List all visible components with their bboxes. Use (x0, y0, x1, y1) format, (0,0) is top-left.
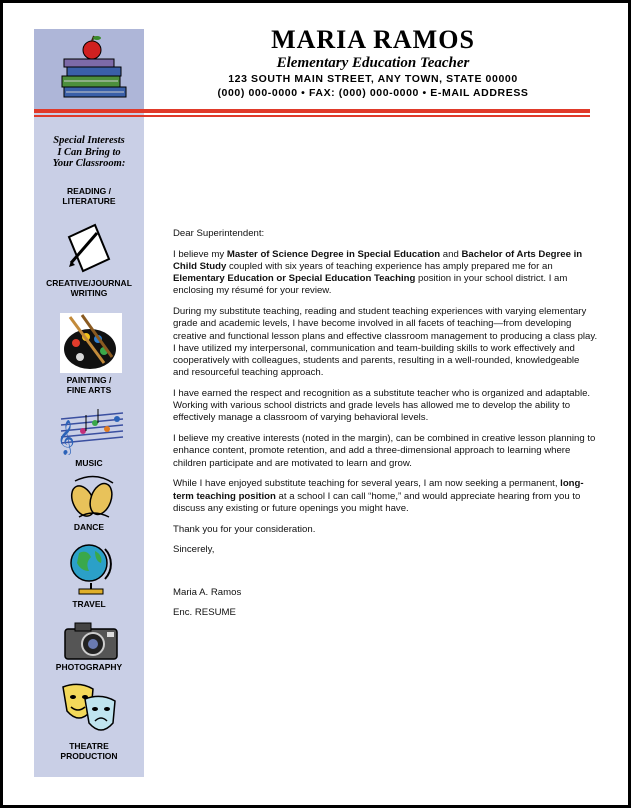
interests-heading-line1: Special Interests (53, 135, 125, 146)
paragraph-5 (173, 478, 598, 515)
p5-text: at a school I can call “home,” and would appreciate hearing from you to discuss any existing or future openings you might have. (173, 490, 581, 514)
interests-heading (36, 135, 142, 170)
paragraph-2: During my substitute teaching, reading and student teaching experiences with varying elementary grade and academic levels, I have become involved in all facets of teaching—from developing creative and functional lesson plans and effective classroom management to producing a class play. I have utilized my interpersonal, communication and team-building skills to work effectively and cooperatively with colleagues, students and parents, resulting in a well-rounded, knowledgeable and resourceful teaching approach. (173, 306, 598, 379)
interest-label-line2: LITERATURE (62, 196, 116, 206)
books-apple-icon (34, 29, 144, 113)
interest-dance-label (36, 522, 142, 532)
closing: Sincerely, (173, 544, 215, 556)
pen-paper-icon (61, 219, 115, 273)
letter-body (173, 228, 598, 628)
p1-text: and (440, 248, 462, 260)
p1-text: position in your school district. I am enclosing my résumé for your review. (173, 273, 568, 297)
interest-label-line1: PHOTOGRAPHY (55, 662, 123, 672)
interest-painting-label (36, 375, 142, 395)
interest-photography-label (36, 662, 142, 672)
p1-degree-ms: Master of Science Degree in Special Education (226, 248, 441, 260)
interest-label-line1: READING / (67, 186, 111, 196)
interest-travel-label (36, 599, 142, 609)
globe-icon (65, 541, 117, 597)
paragraph-4: I believe my creative interests (noted in the margin), can be combined in creative lesson planning to enhance content, promote retention, and add a three-dimensional approach to learning where children participate and are motivated to learn and grow. (173, 433, 596, 469)
interest-label-line1: TRAVEL (72, 599, 106, 609)
interest-label-line2: FINE ARTS (66, 385, 112, 395)
interest-label-line1: MUSIC (75, 458, 103, 468)
letterhead (153, 25, 593, 100)
theatre-masks-icon (59, 677, 125, 739)
logo-box (34, 29, 144, 113)
address-line: 123 SOUTH MAIN STREET, ANY TOWN, STATE 00000 (228, 73, 518, 85)
p1-position: Elementary Education or Special Education Teaching (173, 273, 416, 285)
interest-label-line1: THEATRE (69, 741, 109, 751)
salutation: Dear Superintendent: (173, 228, 265, 239)
header-rule (34, 109, 590, 113)
header-rule-thin (34, 115, 590, 117)
enclosure: Enc. RESUME (173, 607, 236, 619)
interest-label-line1: CREATIVE/JOURNAL (46, 278, 132, 288)
applicant-name: MARIA RAMOS (271, 25, 475, 54)
p1-text: coupled with six years of teaching experience has amply prepared me for an (226, 261, 553, 272)
interests-heading-line3: Your Classroom: (52, 158, 126, 169)
signature: Maria A. Ramos (173, 586, 242, 598)
interest-music-label (36, 458, 142, 468)
interests-heading-line2: I Can Bring to (57, 146, 121, 158)
camera-icon (63, 619, 119, 661)
p1-degree-ba: Bachelor of Arts Degree in Child Study (173, 248, 583, 272)
p5-position: long-term teaching position (173, 478, 584, 502)
interest-label-line2: PRODUCTION (60, 751, 118, 761)
interest-theatre-label (36, 741, 142, 761)
interest-label-line1: DANCE (73, 522, 105, 532)
ballet-shoes-icon (65, 473, 121, 521)
palette-icon-box (60, 313, 122, 373)
interest-reading-label (36, 186, 142, 206)
paragraph-6: Thank you for your consideration. (173, 523, 316, 535)
music-notes-icon (55, 407, 127, 455)
palette-icon (60, 313, 122, 373)
p1-text: I believe my (173, 248, 227, 260)
interest-label-line2: WRITING (70, 288, 108, 298)
p5-text: While I have enjoyed substitute teaching for several years, I am now seeking a permanent, (173, 478, 561, 490)
interest-writing-label (36, 278, 142, 298)
applicant-title: Elementary Education Teacher (276, 55, 470, 71)
paragraph-1 (173, 249, 598, 298)
contact-line: (000) 000-0000 • FAX: (000) 000-0000 • E-MAIL ADDRESS (217, 87, 529, 99)
paragraph-3: I have earned the respect and recognition as a substitute teacher who is organized and adaptable. Working with various school districts and grade levels has allowed me to develop the ability to effectively manage a classroom of varying behavioral levels. (173, 388, 591, 424)
svg-text:𝄞: 𝄞 (57, 420, 75, 455)
interest-label-line1: PAINTING / (66, 375, 112, 385)
